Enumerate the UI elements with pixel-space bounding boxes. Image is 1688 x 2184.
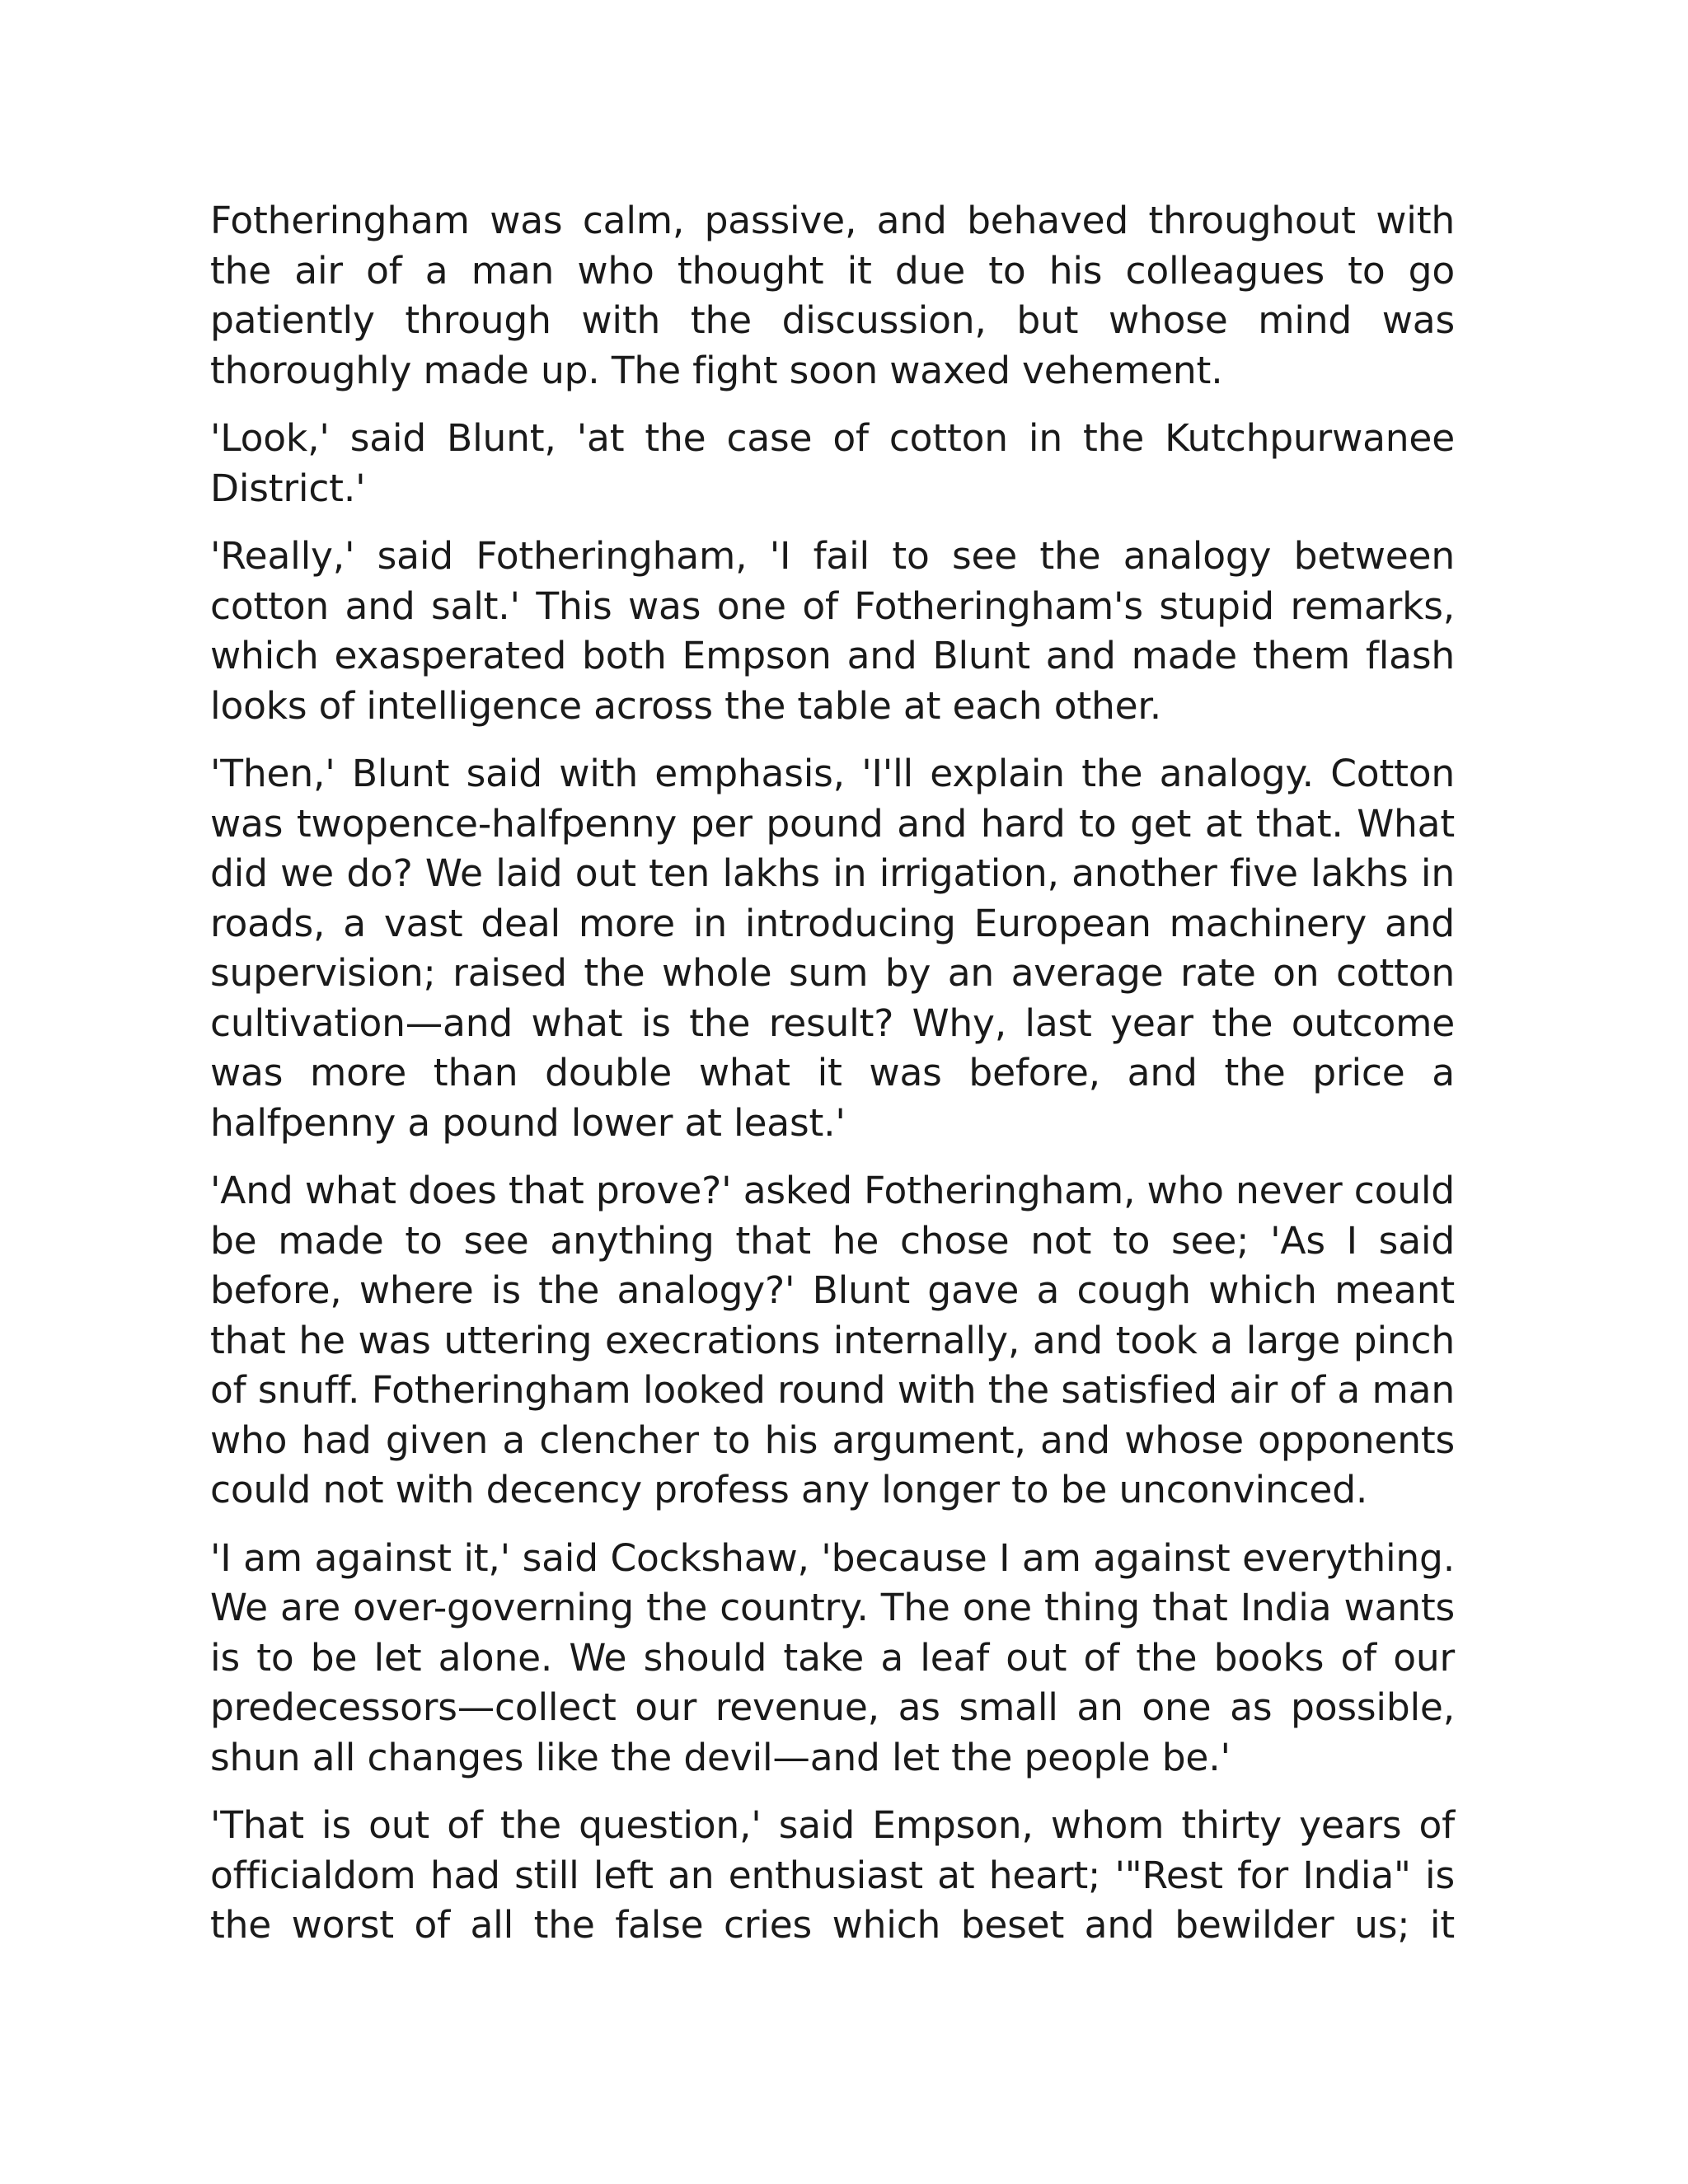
paragraph: 'I am against it,' said Cockshaw, 'because I am against everything. We are over-governing the country. The one thing that India wants is to be let alone. We should take a leaf out of the books of our predecessors—collect our revenue, as small an one as possible, shun all changes like the devil—and let the people be.' (210, 1535, 1455, 1779)
paragraph: Fotheringham was calm, passive, and behaved throughout with the air of a man who thought it due to his colleagues to go patiently through with the discussion, but whose mind was thoroughly made up. The fight soon waxed vehement. (210, 199, 1455, 392)
paragraph: 'Look,' said Blunt, 'at the case of cotton in the Kutchpurwanee District.' (210, 416, 1455, 510)
paragraph: 'Then,' Blunt said with emphasis, 'I'll explain the analogy. Cotton was twopence-halfpenny per pound and hard to get at that. What did we do? We laid out ten lakhs in irrigation, another five lakhs in roads, a vast deal more in introducing European machinery and supervision; raised the whole sum by an average rate on cotton cultivation—and what is the result? Why, last year the outcome was more than double what it was before, and the price a halfpenny a pound lower at least.' (210, 752, 1455, 1145)
paragraph: 'That is out of the question,' said Empson, whom thirty years of officialdom had still left an enthusiast at heart; '"Rest for India" is the worst of all the false cries which beset and bewilder us; it (210, 1803, 1455, 1947)
page-body (210, 196, 1455, 1969)
paragraph: 'And what does that prove?' asked Fotheringham, who never could be made to see anything that he chose not to see; 'As I said before, where is the analogy?' Blunt gave a cough which meant that he was uttering execrations internally, and took a large pinch of snuff. Fotheringham looked round with the satisfied air of a man who had given a clencher to his argument, and whose opponents could not with decency profess any longer to be unconvinced. (210, 1169, 1455, 1511)
paragraph: 'Really,' said Fotheringham, 'I fail to see the analogy between cotton and salt.' This was one of Fotheringham's stupid remarks, which exasperated both Empson and Blunt and made them flash looks of intelligence across the table at each other. (210, 534, 1455, 728)
